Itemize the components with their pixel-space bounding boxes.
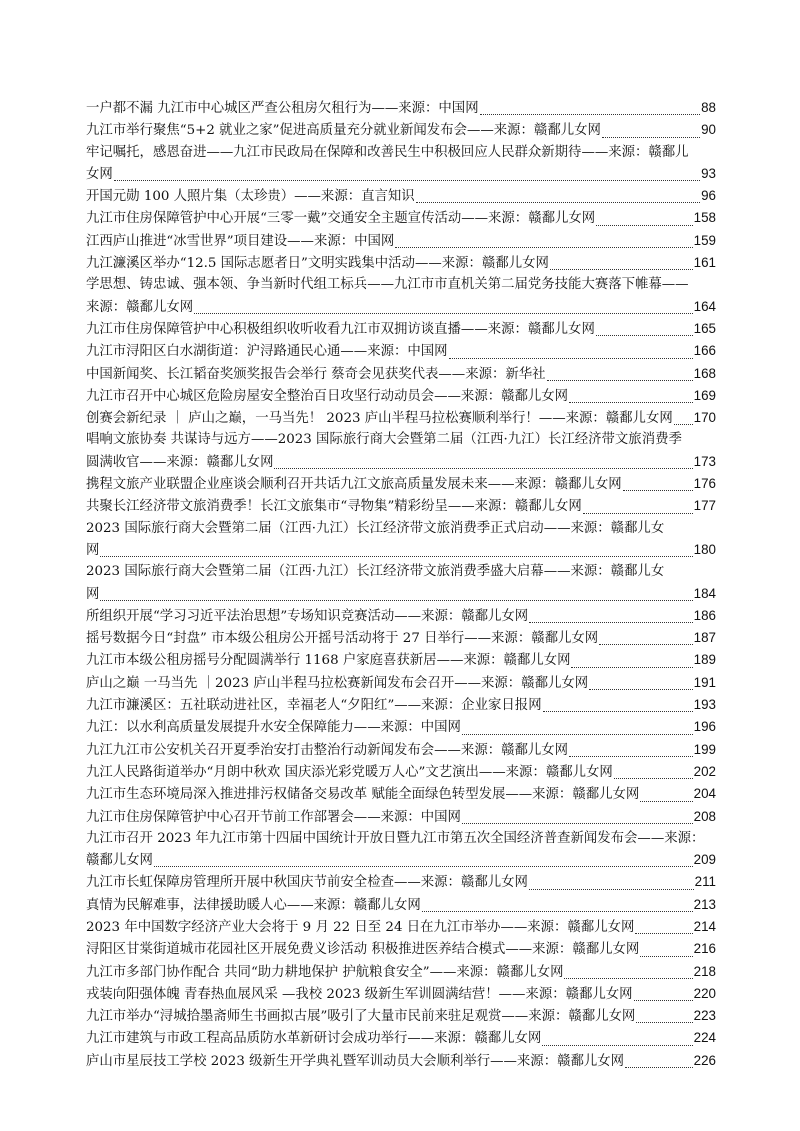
dot-leader <box>542 1045 692 1046</box>
toc-page-number: 161 <box>693 255 716 271</box>
toc-entry[interactable] <box>86 627 716 649</box>
toc-entry[interactable] <box>86 649 716 671</box>
dot-leader <box>529 622 692 623</box>
toc-page-number: 164 <box>693 298 716 314</box>
toc-entry[interactable] <box>86 340 716 362</box>
toc-page-number: 226 <box>693 1052 716 1068</box>
toc-entry[interactable] <box>86 252 716 274</box>
toc-entry[interactable] <box>86 1005 716 1027</box>
toc-page-number: 177 <box>693 498 716 514</box>
toc-entry-title-line: 庐山之巅 一马当先 ｜2023 庐山半程马拉松赛新闻发布会召开——来源：赣鄱儿女网 <box>86 675 589 691</box>
toc-entry[interactable] <box>86 407 716 429</box>
dot-leader <box>422 911 693 912</box>
toc-entry[interactable] <box>86 97 716 119</box>
toc-page-number: 189 <box>693 652 716 668</box>
dot-leader <box>625 1067 693 1068</box>
toc-page-number: 187 <box>693 630 716 646</box>
toc-entry-title-line: 圆满收官——来源：赣鄱儿女网 <box>86 454 274 470</box>
dot-leader <box>640 956 692 957</box>
dot-leader <box>569 402 693 403</box>
toc-entry-title-line: 唱响文旅协奏 共谋诗与远方——2023 国际旅行商大会暨第二届（江西·九江）长江经济带文旅消费季 <box>86 432 682 448</box>
dot-leader <box>416 202 700 203</box>
dot-leader <box>596 335 693 336</box>
toc-page-number: 180 <box>693 541 716 557</box>
dot-leader <box>571 667 692 668</box>
toc-page-number: 209 <box>693 852 716 868</box>
dot-leader <box>154 866 693 867</box>
dot-leader <box>569 756 693 757</box>
toc-page-number: 169 <box>693 387 716 403</box>
toc-entry[interactable] <box>86 142 716 186</box>
toc-entry[interactable] <box>86 363 716 385</box>
toc-entry-title-line: 庐山市星辰技工学校 2023 级新生开学典礼暨军训动员大会顺利举行——来源：赣鄱儿女网 <box>86 1053 625 1069</box>
toc-page-number: 165 <box>693 320 716 336</box>
toc-page-number: 214 <box>693 918 716 934</box>
toc-page-number: 173 <box>693 453 716 469</box>
toc-entry-title-line: 戎装向阳强体魄 青春热血展风采 —我校 2023 级新生军训圆满结营！——来源：赣鄱儿女网 <box>86 986 633 1002</box>
toc-page-number: 220 <box>693 985 716 1001</box>
toc-entry[interactable] <box>86 230 716 252</box>
toc-entry-title-line: 创赛会新纪录 ｜ 庐山之巅，一马当先！ 2023 庐山半程马拉松赛顺利举行！——来源：赣鄱儿女网 <box>86 411 673 427</box>
toc-page-number: 223 <box>693 1008 716 1024</box>
toc-page-number: 196 <box>693 719 716 735</box>
toc-page-number: 191 <box>693 674 716 690</box>
toc-entry-title-line: 九江市举行聚焦“5+2 就业之家”促进高质量充分就业新闻发布会——来源：赣鄱儿女网 <box>86 123 601 139</box>
toc-entry-title-line: 九江市本级公租房摇号分配圆满举行 1168 户家庭喜获新居——来源：赣鄱儿女网 <box>86 653 571 669</box>
toc-entry[interactable] <box>86 871 716 893</box>
toc-page-number: 216 <box>693 941 716 957</box>
toc-entry-title-line: 九江市住房保障管护中心开展“三零一戴”交通安全主题宣传活动——来源：赣鄱儿女网 <box>86 211 596 227</box>
toc-entry[interactable] <box>86 605 716 627</box>
toc-page-number: 224 <box>693 1030 716 1046</box>
toc-entry[interactable] <box>86 119 716 141</box>
dot-leader <box>274 468 692 469</box>
toc-page-number: 96 <box>701 188 716 204</box>
dot-leader <box>449 358 693 359</box>
toc-entry[interactable] <box>86 185 716 207</box>
dot-leader <box>547 380 693 381</box>
toc-entry-title-line: 共聚长江经济带文旅消费季！长江文旅集市“寻物集”精彩纷呈——来源：赣鄱儿女网 <box>86 499 582 515</box>
toc-entry-title-line: 开国元勋 100 人照片集（太珍贵）——来源：直言知识 <box>86 189 415 205</box>
toc-page-number: 199 <box>693 741 716 757</box>
toc-entry-title-line: 真情为民解难事，法律援助暖人心——来源：赣鄱儿女网 <box>86 897 421 913</box>
toc-entry[interactable] <box>86 961 716 983</box>
toc-entry-title-line: 九江市多部门协作配合 共同“助力耕地保护 护航粮食安全”——来源：赣鄱儿女网 <box>86 964 564 980</box>
toc-entry-title-line: 九江：以水利高质量发展提升水安全保障能力——来源：中国网 <box>86 720 461 736</box>
toc-page-number: 193 <box>693 697 716 713</box>
toc-page-number: 218 <box>693 963 716 979</box>
toc-page-number: 213 <box>693 896 716 912</box>
toc-page-number: 204 <box>693 786 716 802</box>
toc-page-number: 88 <box>701 100 716 115</box>
dot-leader <box>564 978 692 979</box>
toc-entry-title-line: 九江市召开 2023 年九江市第十四届中国统计开放日暨九江市第五次全国经济普查新闻发布会——来源： <box>86 830 705 846</box>
dot-leader <box>114 180 700 181</box>
toc-entry-title-line: 2023 国际旅行商大会暨第二届（江西·九江）长江经济带文旅消费季盛大启幕——来源：赣鄱儿女 <box>86 564 665 580</box>
toc-entry-title-line: 九江九江市公安机关召开夏季治安打击整治行动新闻发布会——来源：赣鄱儿女网 <box>86 742 569 758</box>
toc-entry[interactable] <box>86 894 716 916</box>
toc-entry[interactable] <box>86 561 716 605</box>
toc-entry[interactable] <box>86 473 716 495</box>
toc-entry-title-line: 牢记嘱托，感恩奋进——九江市民政局在保障和改善民生中积极回应人民群众新期待——来源：赣鄱儿 <box>86 144 689 160</box>
toc-entry-title-line: 学思想、铸忠诚、强本领、争当新时代组工标兵——九江市市直机关第二届党务技能大赛落下帷幕—— <box>86 277 689 293</box>
toc-entry-title-line: 女网 <box>86 166 113 182</box>
toc-entry-title-line: 摇号数据今日“封盘” 市本级公租房公开摇号活动将于 27 日举行——来源：赣鄱儿女网 <box>86 631 599 647</box>
toc-page-number: 176 <box>693 476 716 492</box>
dot-leader <box>543 711 693 712</box>
dot-leader <box>100 600 692 601</box>
toc-entry-title-line: 九江濂溪区举办“12.5 国际志愿者日”文明实践集中活动——来源：赣鄱儿女网 <box>86 256 549 272</box>
dot-leader <box>462 734 693 735</box>
toc-entry[interactable] <box>86 739 716 761</box>
dot-leader <box>635 933 692 934</box>
toc-entry-title-line: 浔阳区甘棠街道城市花园社区开展免费义诊活动 积极推进医养结合模式——来源：赣鄱儿女网 <box>86 942 640 958</box>
toc-entry[interactable] <box>86 207 716 229</box>
toc-entry[interactable] <box>86 385 716 407</box>
dot-leader <box>636 1022 692 1023</box>
toc-entry-title-line: 九江人民路街道举办“月朗中秋欢 国庆添光彩党暖万人心”文艺演出——来源：赣鄱儿女网 <box>86 764 613 780</box>
toc-entry[interactable] <box>86 518 716 562</box>
dot-leader <box>623 490 693 491</box>
table-of-contents <box>86 97 716 1072</box>
toc-page-number: 159 <box>693 232 716 248</box>
toc-page-number: 202 <box>693 763 716 779</box>
toc-entry-title-line: 中国新闻奖、长江韬奋奖颁奖报告会举行 蔡奇会见获奖代表——来源：新华社 <box>86 366 546 382</box>
toc-entry-title-line: 九江市建筑与市政工程高品质防水革新研讨会成功举行——来源：赣鄱儿女网 <box>86 1031 542 1047</box>
toc-entry[interactable] <box>86 828 716 872</box>
toc-entry-title-line: 所组织开展“学习习近平法治思想”专场知识竞赛活动——来源：赣鄱儿女网 <box>86 608 529 624</box>
toc-entry-title-line: 江西庐山推进“冰雪世界”项目建设——来源：中国网 <box>86 233 395 249</box>
toc-page-number: 170 <box>693 410 716 426</box>
dot-leader <box>634 1000 693 1001</box>
toc-entry-title-line: 来源：赣鄱儿女网 <box>86 299 194 315</box>
toc-page-number: 186 <box>693 607 716 623</box>
toc-entry[interactable] <box>86 1027 716 1049</box>
dot-leader <box>100 556 692 557</box>
toc-entry-title-line: 2023 国际旅行商大会暨第二届（江西·九江）长江经济带文旅消费季正式启动——来源：赣鄱儿女 <box>86 520 665 536</box>
toc-entry-title-line: 网 <box>86 542 100 558</box>
toc-entry[interactable] <box>86 495 716 517</box>
dot-leader <box>674 424 693 425</box>
toc-page-number: 208 <box>693 808 716 824</box>
toc-page-number: 158 <box>693 210 716 226</box>
dot-leader <box>395 247 692 248</box>
toc-entry[interactable] <box>86 938 716 960</box>
toc-entry[interactable] <box>86 318 716 340</box>
toc-entry-title-line: 九江市浔阳区白水湖街道：沪浔路通民心通——来源：中国网 <box>86 344 448 360</box>
dot-leader <box>583 513 693 514</box>
dot-leader <box>602 137 700 138</box>
toc-entry[interactable] <box>86 274 716 318</box>
toc-entry-title-line: 网 <box>86 586 100 602</box>
toc-entry[interactable] <box>86 716 716 738</box>
dot-leader <box>462 823 693 824</box>
dot-leader <box>480 114 701 115</box>
toc-entry[interactable] <box>86 983 716 1005</box>
dot-leader <box>614 778 693 779</box>
toc-entry-title-line: 九江市生态环境局深入推进排污权储备交易改革 赋能全面绿色转型发展——来源：赣鄱儿女网 <box>86 787 640 803</box>
toc-entry[interactable] <box>86 429 716 473</box>
toc-page-number: 184 <box>693 585 716 601</box>
toc-entry-title-line: 九江市住房保障管护中心召开节前工作部署会——来源：中国网 <box>86 809 461 825</box>
toc-entry-title-line: 携程文旅产业联盟企业座谈会顺利召开共话九江文旅高质量发展未来——来源：赣鄱儿女网 <box>86 477 622 493</box>
toc-entry[interactable] <box>86 761 716 783</box>
toc-entry-title-line: 九江市住房保障管护中心积极组织收听收看九江市双拥访谈直播——来源：赣鄱儿女网 <box>86 321 595 337</box>
toc-entry-title-line: 2023 年中国数字经济产业大会将于 9 月 22 日至 24 日在九江市举办——来源：赣鄱儿女网 <box>86 919 635 935</box>
toc-entry-title-line: 九江市濂溪区：五社联动进社区，幸福老人“夕阳红”——来源：企业家日报网 <box>86 698 542 714</box>
dot-leader <box>599 644 692 645</box>
dot-leader <box>589 689 693 690</box>
toc-entry[interactable] <box>86 806 716 828</box>
toc-page-number: 93 <box>701 165 716 181</box>
toc-entry[interactable] <box>86 783 716 805</box>
dot-leader <box>596 225 693 226</box>
toc-entry[interactable] <box>86 916 716 938</box>
toc-page-number: 211 <box>694 874 716 890</box>
toc-page-number: 90 <box>701 122 716 138</box>
toc-entry-title-line: 九江市举办“浔城拾墨斋师生书画拟古展”吸引了大量市民前来驻足观赏——来源：赣鄱儿女网 <box>86 1009 636 1025</box>
toc-entry-title-line: 一户都不漏 九江市中心城区严查公租房欠租行为——来源：中国网 <box>86 101 479 116</box>
toc-page-number: 166 <box>693 343 716 359</box>
dot-leader <box>640 801 692 802</box>
toc-entry[interactable] <box>86 1050 716 1072</box>
dot-leader <box>194 313 693 314</box>
toc-entry-title-line: 赣鄱儿女网 <box>86 853 153 869</box>
toc-page-number: 168 <box>693 365 716 381</box>
toc-entry[interactable] <box>86 694 716 716</box>
dot-leader <box>550 269 693 270</box>
toc-entry-title-line: 九江市召开中心城区危险房屋安全整治百日攻坚行动动员会——来源：赣鄱儿女网 <box>86 388 569 404</box>
toc-entry[interactable] <box>86 672 716 694</box>
toc-entry-title-line: 九江市长虹保障房管理所开展中秋国庆节前安全检查——来源：赣鄱儿女网 <box>86 875 528 891</box>
dot-leader <box>529 889 694 890</box>
